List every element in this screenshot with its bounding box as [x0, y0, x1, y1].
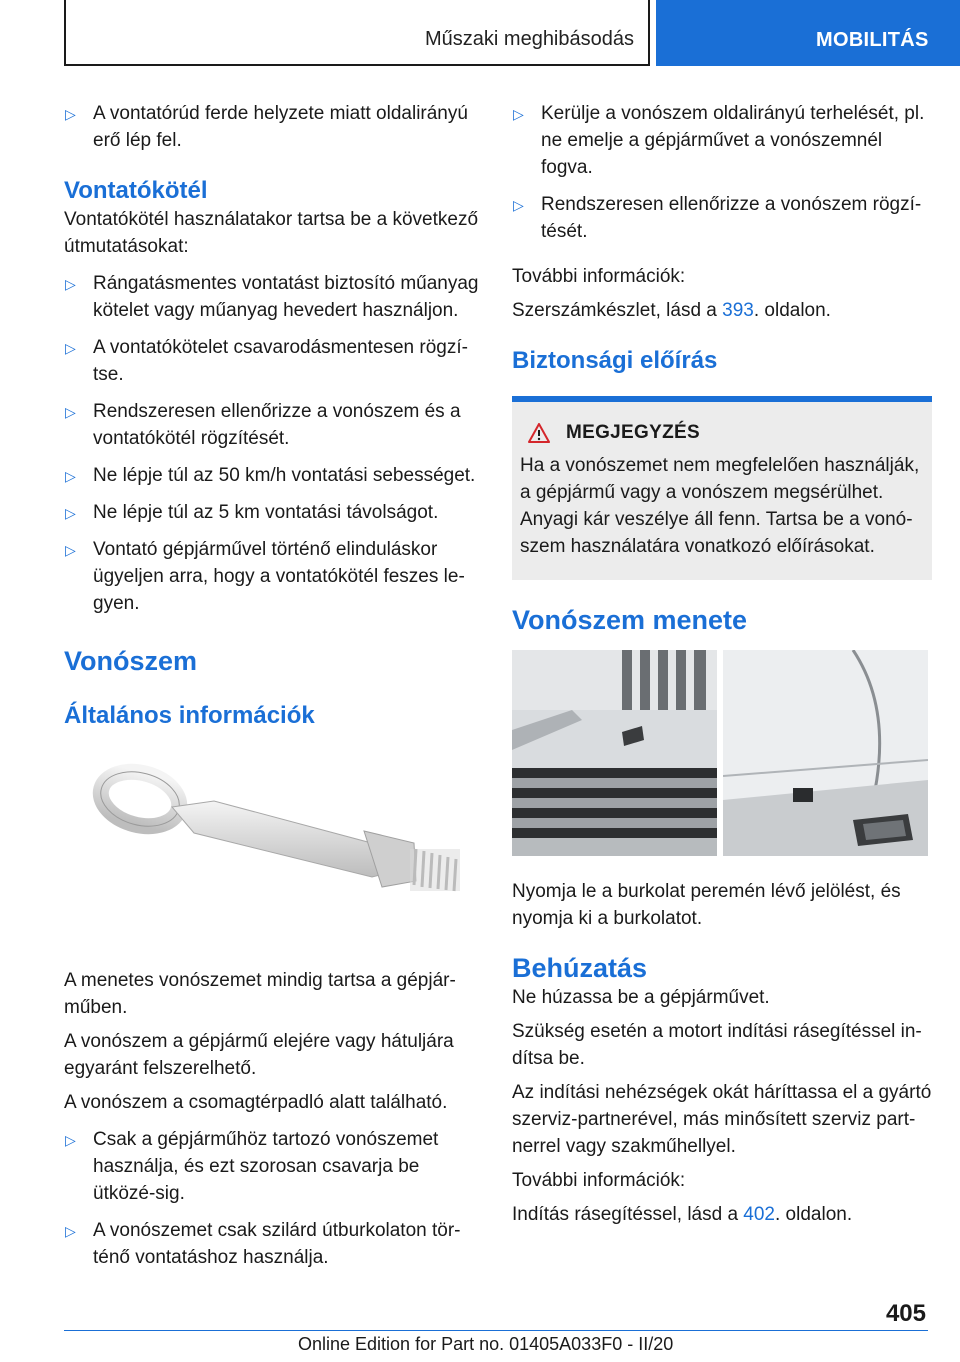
page-link-393[interactable]: 393	[722, 300, 754, 321]
thread-caption: Nyomja le a burkolat peremén lévő jelölést, és nyomja ki a burkolatot.	[512, 881, 901, 929]
paragraph: Vontatókötél használatakor tartsa be a következő útmutatásokat:	[64, 209, 479, 257]
list-item: ▷ Kerülje a vonószem oldalirányú terhelését, pl. ne emelje a gépjárművet a vonószemnél fogva.	[513, 103, 925, 178]
paragraph: Szükség esetén a motort indítási rásegítéssel in-dítsa be.	[512, 1021, 922, 1069]
page-number: 405	[885, 1300, 926, 1327]
list-item: ▷ A vontatórúd ferde helyzete miatt oldalirányú erő lép fel.	[65, 103, 468, 151]
bullet-list	[64, 100, 484, 154]
paragraph: Az indítási nehézségek okát háríttassa el a gyártó szerviz-partnerével, más minősített szerviz part-nerrel vagy szakműhellyel.	[512, 1082, 932, 1157]
thread-images	[512, 650, 932, 856]
paragraph: A vonószem a gépjármű elejére vagy hátuljára egyaránt felszerelhető.	[64, 1031, 454, 1079]
header-section-title: Műszaki meghibásodás	[425, 28, 634, 50]
footer-divider	[64, 1330, 928, 1331]
warning-triangle-icon	[528, 423, 550, 443]
section-heading-pull-in: Behúzatás	[512, 953, 648, 983]
section-heading-tow-rope: Vontatókötél	[64, 177, 208, 204]
subsection-heading-general-info: Általános információk	[64, 702, 315, 729]
cross-reference: Szerszámkészlet, lásd a 393. oldalon.	[512, 300, 831, 321]
list-item: ▷ Rendszeresen ellenőrizze a vonószem és a vontatókötél rögzítését.	[65, 401, 461, 449]
triangle-bullet-icon: ▷	[65, 1132, 76, 1148]
header-section-box	[64, 0, 650, 66]
header-chapter-box	[656, 0, 960, 66]
right-column	[512, 100, 932, 1235]
page-link-402[interactable]: 402	[743, 1204, 775, 1225]
triangle-bullet-icon: ▷	[65, 340, 76, 356]
triangle-bullet-icon: ▷	[65, 404, 76, 420]
header-chapter-title: MOBILITÁS	[816, 29, 929, 51]
triangle-bullet-icon: ▷	[513, 106, 524, 122]
bullet-list-tow-eye	[64, 1126, 484, 1271]
paragraph: A vonószem a csomagtérpadló alatt található.	[64, 1092, 448, 1113]
paragraph: Ne húzassa be a gépjárművet.	[512, 987, 770, 1008]
list-item: ▷ Rángatásmentes vontatást biztosító műanyag kötelet vagy műanyag hevedert használjon.	[65, 273, 479, 321]
notice-box	[512, 396, 932, 580]
list-item: ▷ A vonószemet csak szilárd útburkolaton tör-ténő vontatáshoz használja.	[65, 1220, 461, 1268]
cross-reference: Indítás rásegítéssel, lásd a 402. oldalon.	[512, 1204, 853, 1225]
triangle-bullet-icon: ▷	[65, 106, 76, 122]
list-item: ▷ A vontatókötelet csavarodásmentesen rögzí-tse.	[65, 337, 468, 385]
paragraph: A menetes vonószemet mindig tartsa a gépjár-műben.	[64, 970, 456, 1018]
bumper-rear-image	[723, 650, 928, 856]
triangle-bullet-icon: ▷	[65, 505, 76, 521]
bullet-list	[512, 100, 932, 245]
notice-header	[528, 422, 924, 444]
notice-label: MEGJEGYZÉS	[566, 422, 700, 443]
list-item: ▷ Rendszeresen ellenőrizze a vonószem rögzí-tését.	[513, 194, 922, 242]
list-item: ▷ Ne lépje túl az 50 km/h vontatási sebességet.	[64, 462, 484, 489]
list-item: ▷ Vontató gépjárművel történő elinduláskor ügyeljen arra, hogy a vontatókötél feszes le-gyen.	[65, 539, 465, 614]
tow-eye-illustration	[64, 731, 484, 967]
triangle-bullet-icon: ▷	[65, 1223, 76, 1239]
bumper-front-image	[512, 650, 717, 856]
bullet-list-tow-rope	[64, 270, 484, 617]
triangle-bullet-icon: ▷	[65, 276, 76, 292]
triangle-bullet-icon: ▷	[513, 197, 524, 213]
triangle-bullet-icon: ▷	[65, 542, 76, 558]
triangle-bullet-icon: ▷	[65, 468, 76, 484]
footer-edition: Online Edition for Part no. 01405A033F0 - II/20	[298, 1334, 674, 1354]
section-heading-tow-eye: Vonószem	[64, 646, 198, 676]
list-item: ▷ Ne lépje túl az 5 km vontatási távolságot.	[64, 499, 484, 526]
section-heading-thread: Vonószem menete	[512, 605, 748, 635]
more-info-label: További információk:	[512, 266, 686, 287]
left-column	[64, 100, 484, 1281]
notice-text: Ha a vonószemet nem megfelelően használják, a gépjármű vagy a vonószem megsérülhet. Anyagi kár veszélye áll fenn. Tartsa be a vonó-szem használatára vonatkozó előírásokat.	[520, 455, 920, 557]
tow-eye-image	[64, 731, 484, 967]
list-item: ▷ Csak a gépjárműhöz tartozó vonószemet használja, és ezt szorosan csavarja be ütközé-sig.	[65, 1129, 439, 1204]
section-heading-safety: Biztonsági előírás	[512, 347, 718, 374]
more-info-label: További információk:	[512, 1170, 686, 1191]
